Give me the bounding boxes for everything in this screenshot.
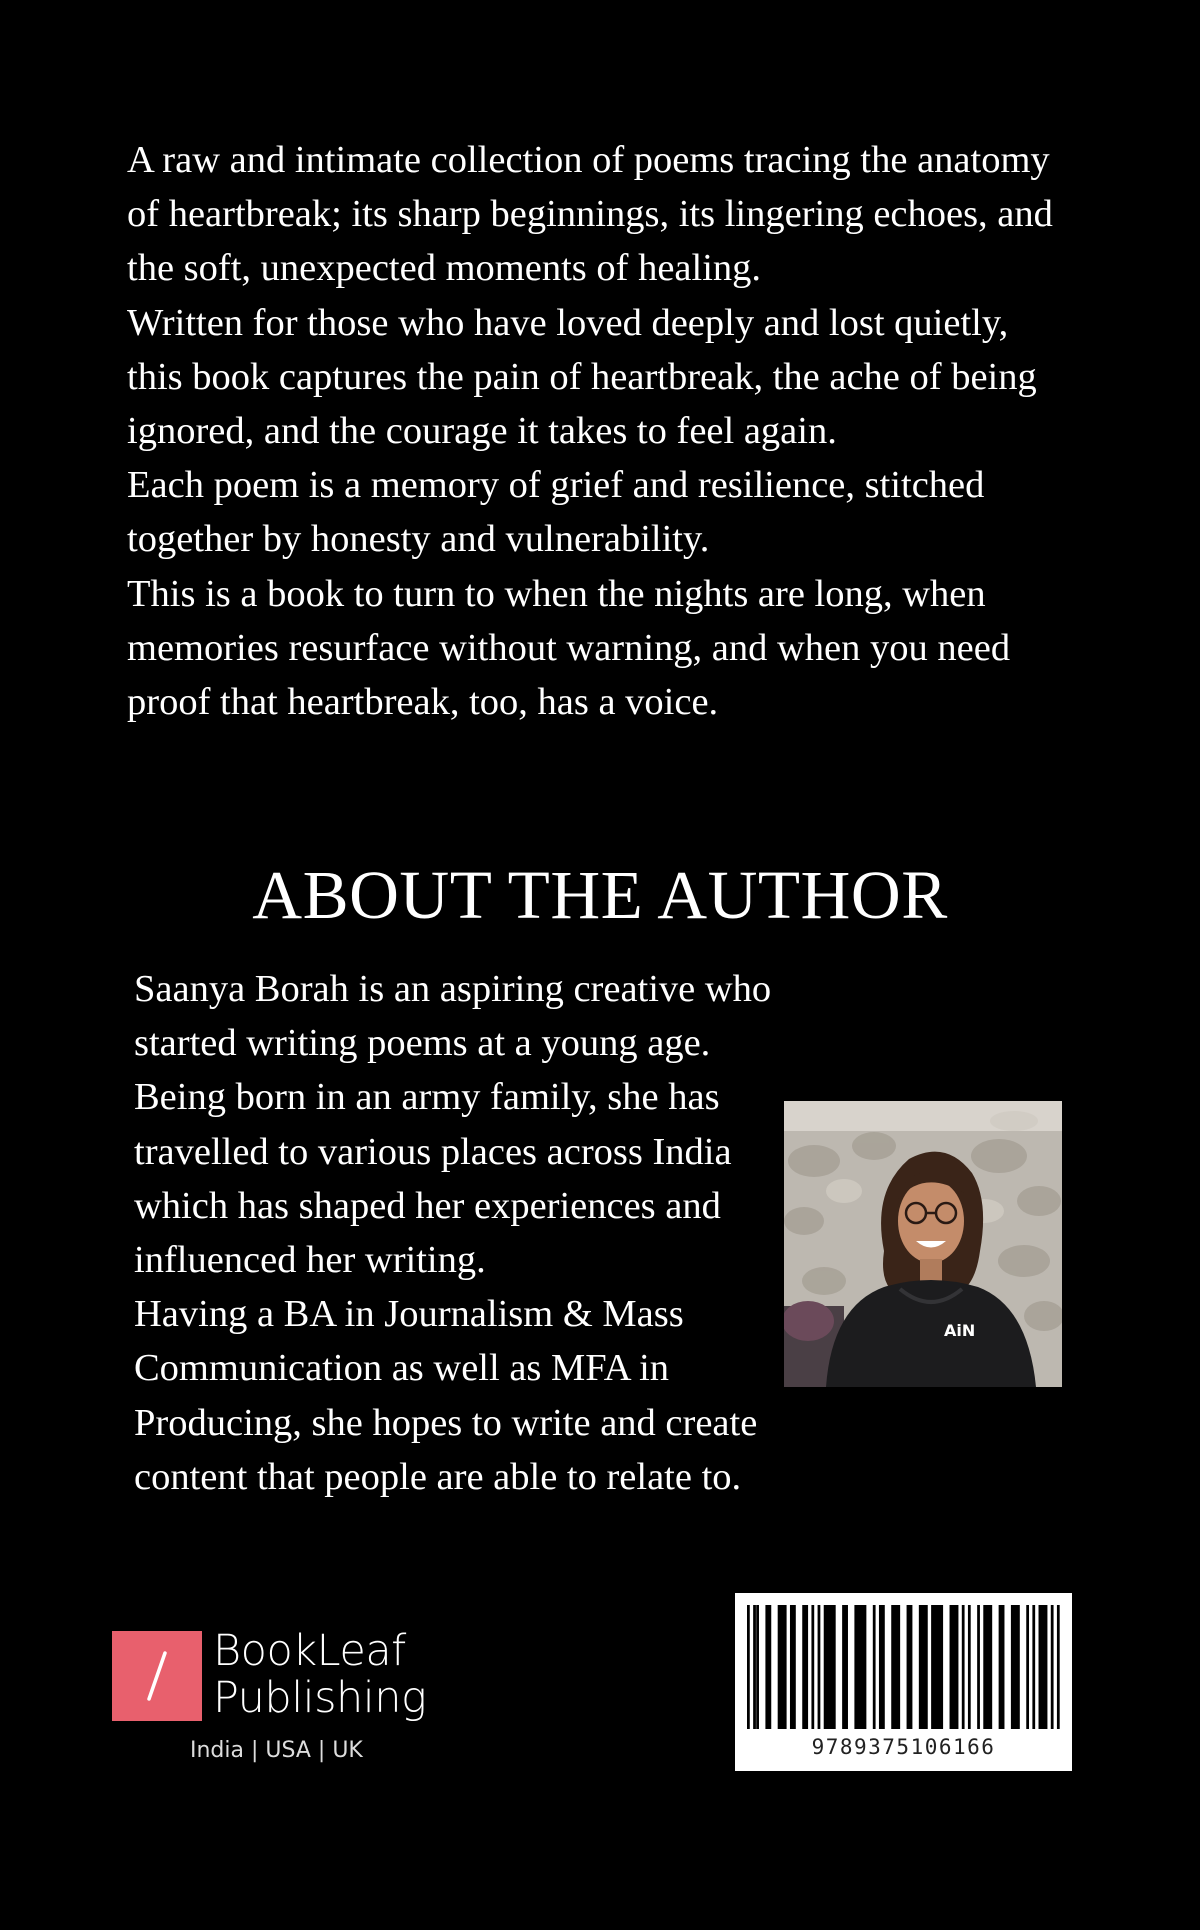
barcode-bar	[753, 1605, 756, 1729]
photo-shirt-text: AiN	[944, 1321, 976, 1340]
barcode-bar	[1051, 1605, 1054, 1729]
barcode-bar	[1039, 1605, 1048, 1729]
barcode-bar	[854, 1605, 866, 1729]
barcode-bar	[811, 1605, 814, 1729]
bio-paragraph-2: Having a BA in Journalism & Mass Communication as well as MFA in Producing, she hopes to write and create content that people are able to relate to.	[134, 1293, 758, 1498]
barcode-bar	[842, 1605, 848, 1729]
about-the-author-heading: ABOUT THE AUTHOR	[252, 857, 948, 933]
publisher-logo	[112, 1628, 472, 1768]
barcode-bar	[802, 1605, 808, 1729]
barcode-bar	[977, 1605, 980, 1729]
barcode-bar	[950, 1605, 959, 1729]
barcode-bar	[873, 1605, 876, 1729]
barcode-bar	[1011, 1605, 1020, 1729]
barcode-bar	[907, 1605, 913, 1729]
blurb-paragraph-1: A raw and intimate collection of poems tracing the anatomy of heartbreak; its sharp beginnings, its lingering echoes, and the soft, unexpected moments of healing.	[127, 139, 1053, 290]
blurb-paragraph-2: Written for those who have loved deeply and lost quietly, this book captures the pain of heartbreak, the ache of being ignored, and the courage it takes to feel again.	[127, 301, 1037, 453]
barcode-bar	[1032, 1605, 1035, 1729]
barcode-bar	[919, 1605, 928, 1729]
barcode-bar	[962, 1605, 965, 1729]
isbn-number: 9789375106166	[811, 1735, 996, 1759]
barcode-bar	[765, 1605, 771, 1729]
slash-icon	[112, 1631, 202, 1721]
barcode-bar	[968, 1605, 971, 1729]
publisher-mark	[112, 1631, 202, 1721]
barcode-bar	[747, 1605, 750, 1729]
barcode-bar	[824, 1605, 836, 1729]
publisher-name-line-2: Publishing	[213, 1673, 427, 1723]
bio-paragraph-1: Saanya Borah is an aspiring creative who started writing poems at a young age. Being born in an army family, she has travelled to various places across India which has shaped her experiences and influenced her writing.	[134, 968, 772, 1282]
barcode-bars	[747, 1605, 1060, 1729]
publisher-name-line-1: BookLeaf	[213, 1626, 406, 1676]
barcode-bar	[999, 1605, 1005, 1729]
barcode-bar	[1057, 1605, 1060, 1729]
barcode-bar	[790, 1605, 796, 1729]
author-photo-illustration	[784, 1101, 1062, 1387]
barcode-bar	[756, 1605, 759, 1729]
barcode-bar	[778, 1605, 787, 1729]
barcode-bar	[983, 1605, 992, 1729]
back-cover-blurb	[127, 133, 1067, 729]
publisher-name	[213, 1628, 426, 1722]
barcode-bar	[1026, 1605, 1029, 1729]
author-photo	[784, 1101, 1062, 1387]
barcode-bar	[891, 1605, 900, 1729]
blurb-paragraph-3: Each poem is a memory of grief and resilience, stitched together by honesty and vulnerability.	[127, 464, 985, 561]
blurb-paragraph-4: This is a book to turn to when the nights are long, when memories resurface without warning, and when you need proof that heartbreak, too, has a voice.	[127, 572, 1011, 724]
barcode-bar	[818, 1605, 821, 1729]
barcode-bar	[931, 1605, 943, 1729]
publisher-regions: India | USA | UK	[190, 1738, 363, 1763]
barcode-bar	[879, 1605, 885, 1729]
author-bio	[134, 962, 784, 1504]
isbn-barcode	[735, 1593, 1072, 1771]
